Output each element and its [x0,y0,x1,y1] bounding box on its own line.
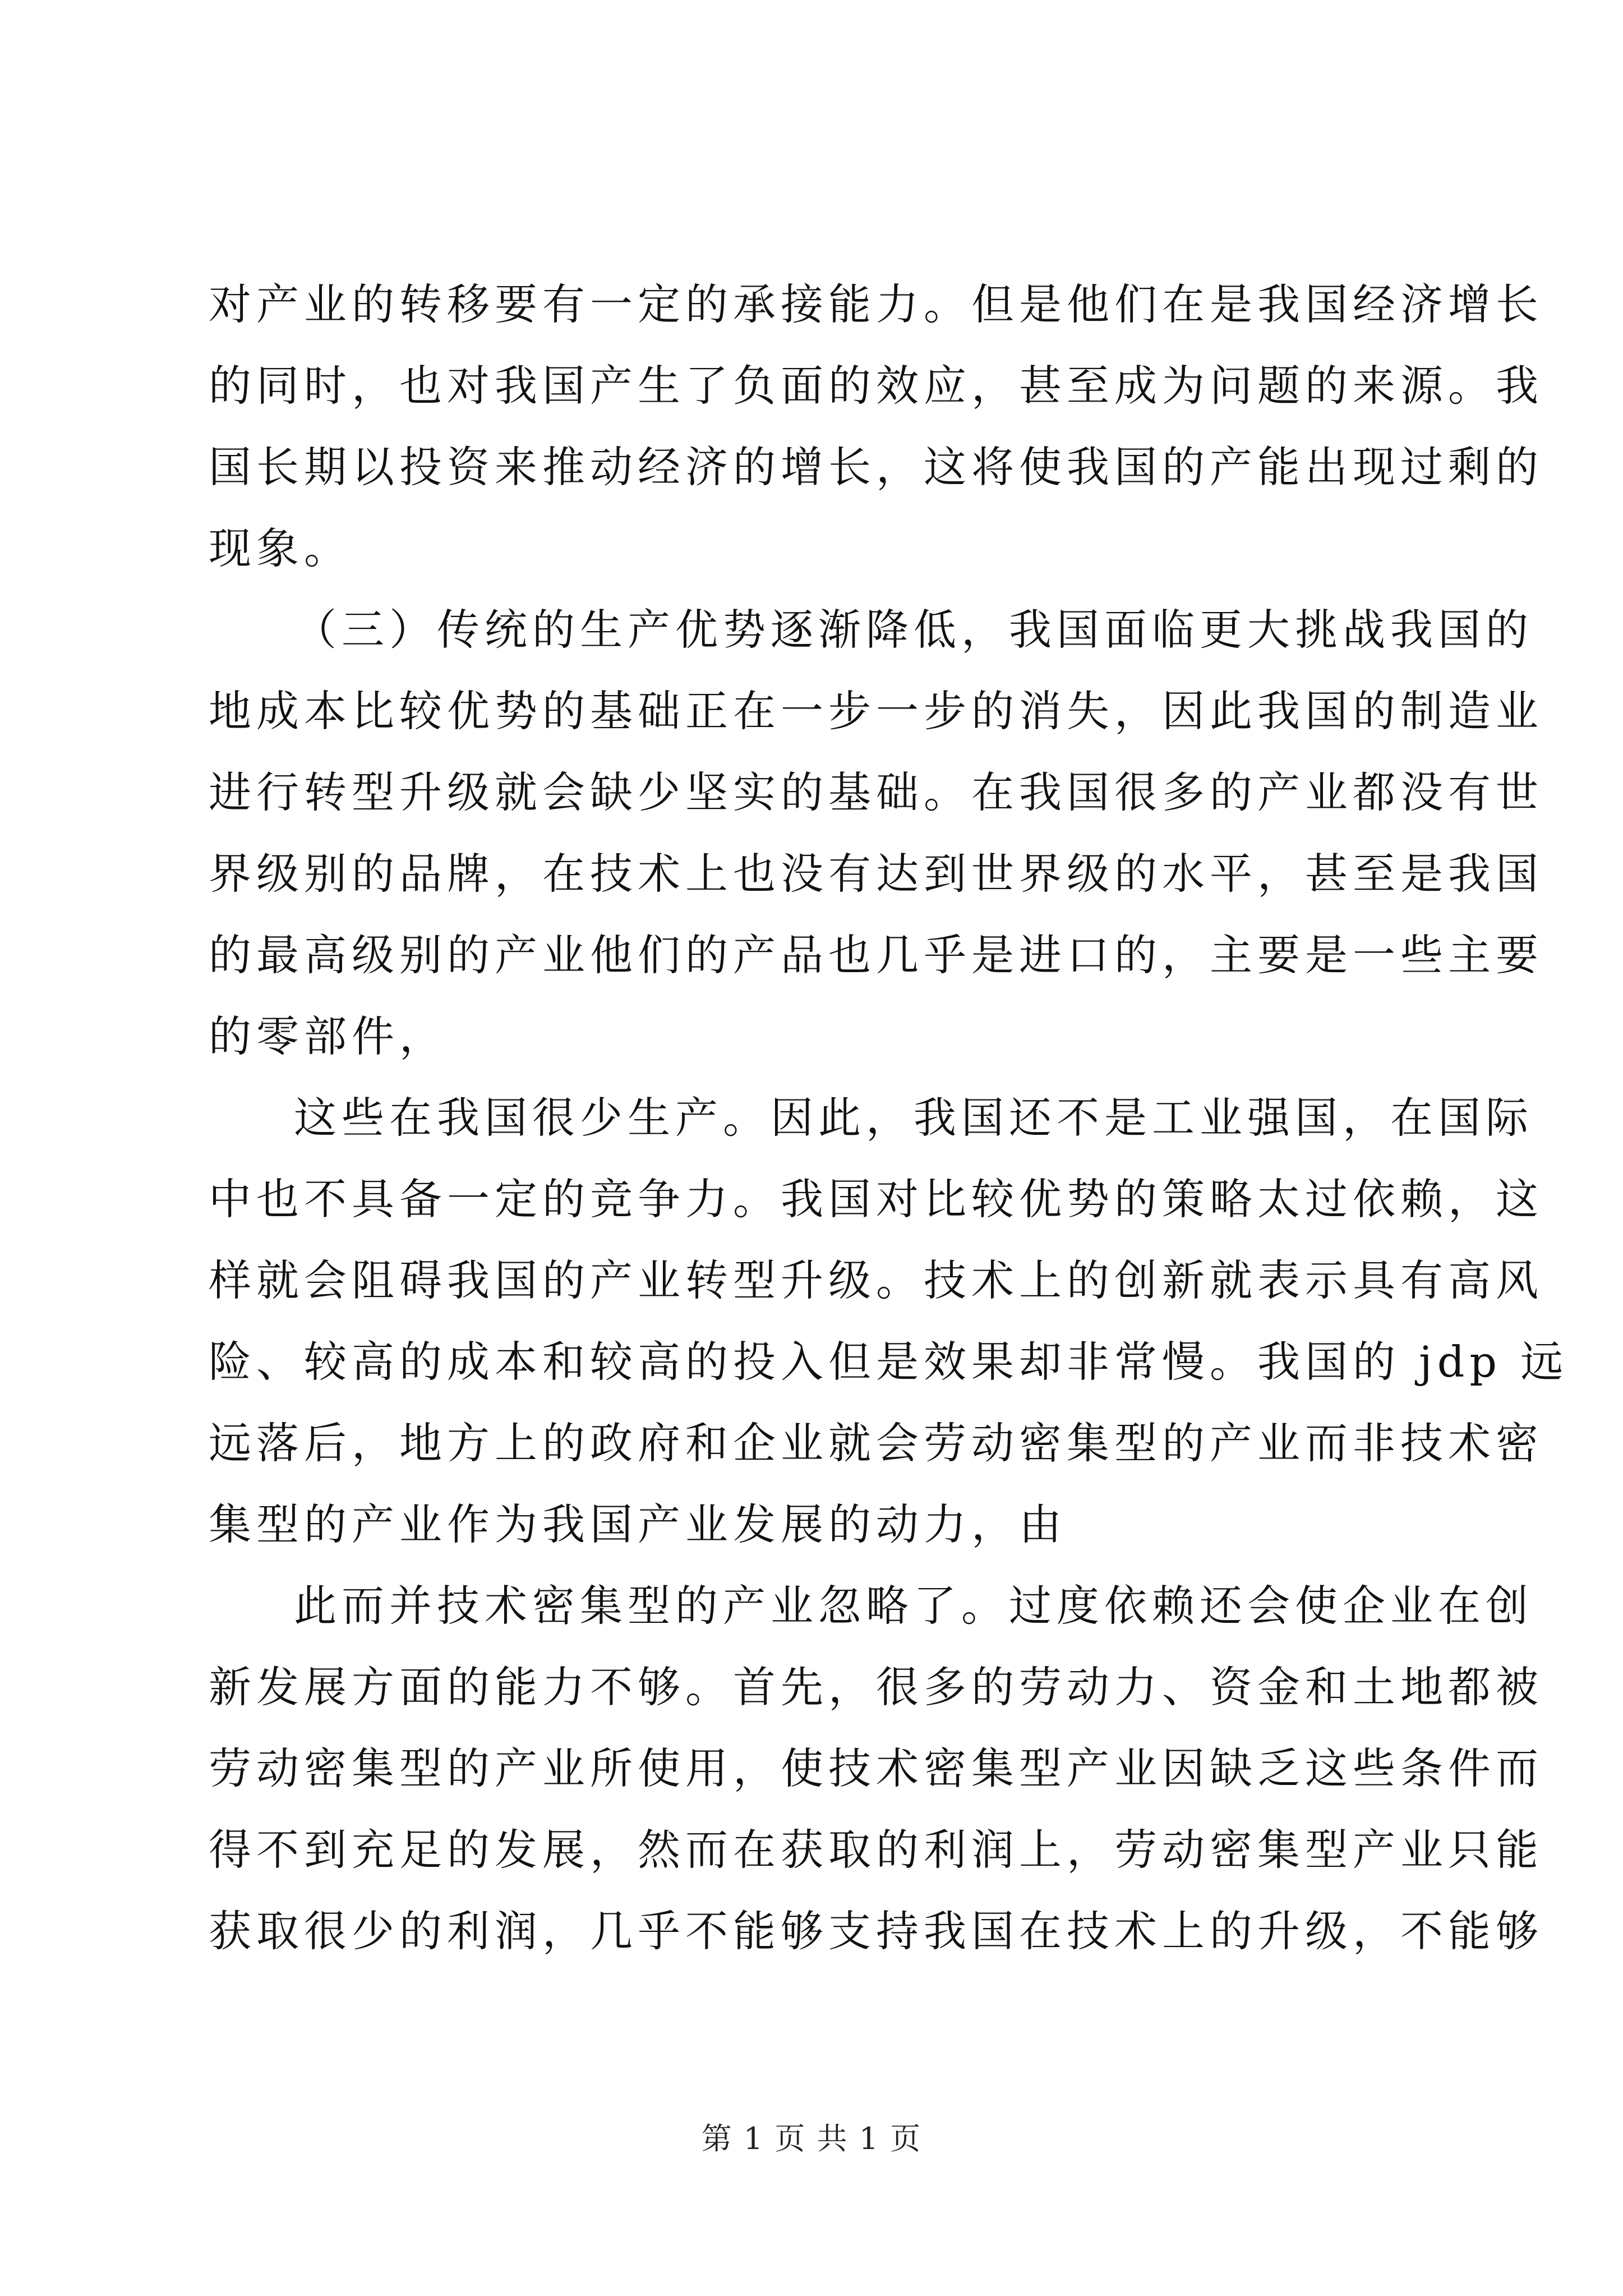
text-line: 的同时，也对我国产生了负面的效应，甚至成为问题的来源。我 [209,361,1543,411]
page-footer: 第 1 页 共 1 页 [701,2121,922,2156]
text-line: 对产业的转移要有一定的承接能力。但是他们在是我国经济增长 [209,279,1543,329]
document-body [209,264,1569,1972]
paragraph-2 [209,589,1543,1077]
paragraph-3 [209,1077,1569,1565]
paragraph-1 [209,264,1543,589]
text-line: 此而并技术密集型的产业忽略了。过度依赖还会使企业在创 [294,1581,1533,1631]
text-line: 远落后，地方上的政府和企业就会劳动密集型的产业而非技术密 [209,1418,1543,1468]
text-line: （三）传统的生产优势逐渐降低，我国面临更大挑战我国的 [294,605,1533,655]
text-line: 这些在我国很少生产。因此，我国还不是工业强国，在国际 [294,1093,1533,1143]
paragraph-4 [209,1565,1543,1972]
text-line: 集型的产业作为我国产业发展的动力，由 [209,1499,1067,1549]
text-line: 中也不具备一定的竞争力。我国对比较优势的策略太过依赖，这 [209,1174,1543,1224]
text-line: 样就会阻碍我国的产业转型升级。技术上的创新就表示具有高风 [209,1255,1543,1305]
text-line: 界级别的品牌，在技术上也没有达到世界级的水平，甚至是我国 [209,849,1543,899]
text-line: 地成本比较优势的基础正在一步一步的消失，因此我国的制造业 [209,686,1543,736]
text-line: 国长期以投资来推动经济的增长，这将使我国的产能出现过剩的 [209,442,1543,492]
text-line: 险、较高的成本和较高的投入但是效果却非常慢。我国的 jdp 远 [209,1337,1569,1387]
text-line: 的零部件， [209,1011,447,1061]
text-line: 获取很少的利润，几乎不能够支持我国在技术上的升级，不能够 [209,1906,1543,1956]
text-line: 的最高级别的产业他们的产品也几乎是进口的，主要是一些主要 [209,930,1543,980]
text-line: 现象。 [209,523,352,573]
text-line: 进行转型升级就会缺少坚实的基础。在我国很多的产业都没有世 [209,767,1543,817]
text-line: 新发展方面的能力不够。首先，很多的劳动力、资金和土地都被 [209,1662,1543,1712]
text-line: 劳动密集型的产业所使用，使技术密集型产业因缺乏这些条件而 [209,1743,1543,1793]
text-line: 得不到充足的发展，然而在获取的利润上，劳动密集型产业只能 [209,1825,1543,1875]
